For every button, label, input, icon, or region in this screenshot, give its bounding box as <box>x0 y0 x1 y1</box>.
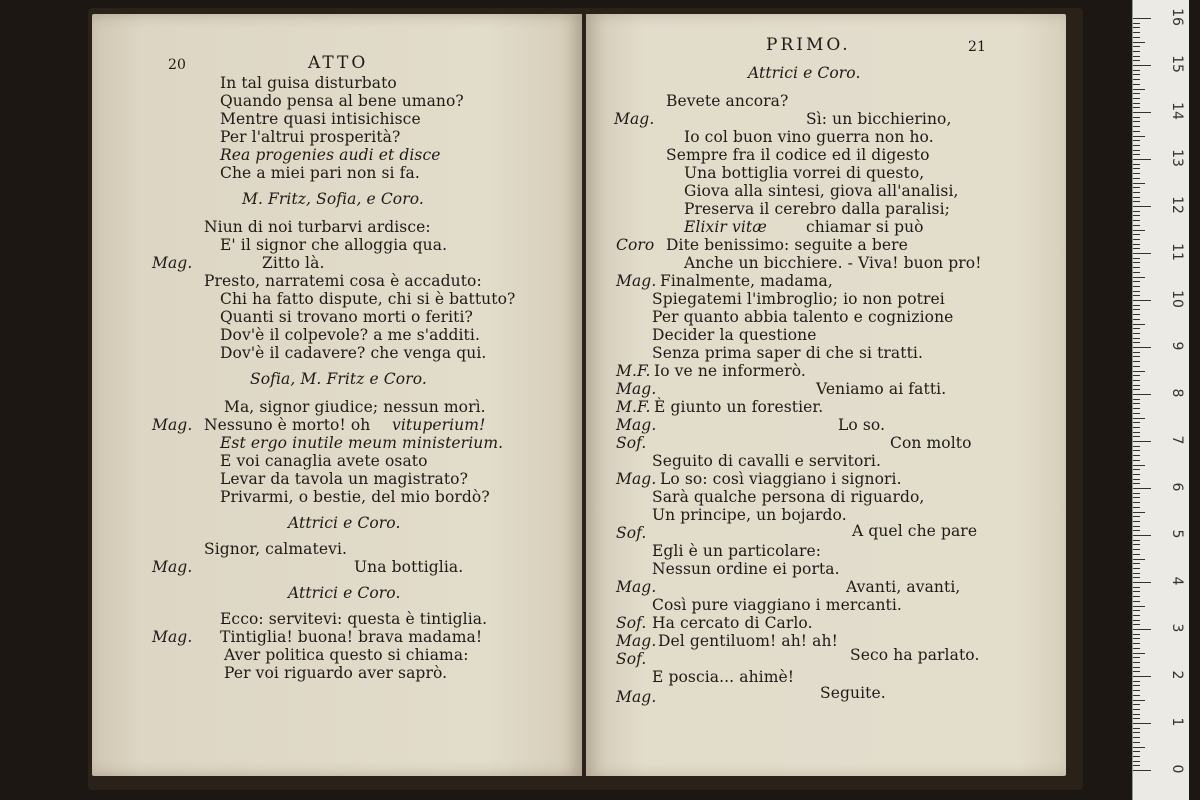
page-header: ATTO <box>308 53 369 73</box>
ruler-tick <box>1133 662 1140 663</box>
text-line: Avanti, avanti, <box>846 578 961 596</box>
ruler-tick <box>1133 319 1140 320</box>
text-line: Spiegatemi l'imbroglio; io non potrei <box>652 290 945 308</box>
ruler-tick <box>1133 408 1140 409</box>
ruler-tick <box>1133 671 1140 672</box>
ruler-tick <box>1133 277 1145 278</box>
ruler-tick <box>1133 695 1140 696</box>
ruler-tick <box>1133 403 1140 404</box>
text-line: È giunto un forestier. <box>654 398 824 416</box>
ruler-tick <box>1133 145 1140 146</box>
text-line: Est ergo inutile meum ministerium. <box>220 434 504 452</box>
ruler-tick <box>1133 375 1140 376</box>
ruler-tick <box>1133 328 1140 329</box>
stage-direction: Attrici e Coro. <box>288 584 401 602</box>
ruler-tick <box>1133 685 1140 686</box>
ruler-tick <box>1133 634 1140 635</box>
speaker-label: Mag. <box>616 470 657 488</box>
ruler-tick <box>1133 573 1140 574</box>
ruler-tick <box>1133 446 1140 447</box>
ruler-tick <box>1133 112 1151 113</box>
ruler-tick <box>1133 154 1140 155</box>
ruler-tick <box>1133 559 1145 560</box>
ruler-tick <box>1133 610 1140 611</box>
text-line: Lo so. <box>838 416 886 434</box>
speaker-label: Mag. <box>152 558 193 576</box>
ruler-tick <box>1133 267 1140 268</box>
ruler-tick <box>1133 380 1140 381</box>
ruler-tick <box>1133 732 1140 733</box>
ruler-label: 5 <box>1169 529 1185 539</box>
speaker-label: Mag. <box>152 416 193 434</box>
text-line: Una bottiglia vorrei di questo, <box>684 164 925 182</box>
ruler-tick <box>1133 526 1140 527</box>
ruler-tick <box>1133 168 1140 169</box>
ruler-tick <box>1133 23 1140 24</box>
speaker-label: Mag. <box>616 688 657 706</box>
stage-direction: M. Fritz, Sofia, e Coro. <box>242 190 424 208</box>
ruler-tick <box>1133 450 1140 451</box>
speaker-label: Sof. <box>616 614 647 632</box>
ruler-tick <box>1133 714 1140 715</box>
ruler-tick <box>1133 507 1140 508</box>
ruler-tick <box>1133 187 1140 188</box>
ruler-tick <box>1133 761 1140 762</box>
right-page <box>586 14 1066 776</box>
speaker-label: M.F. <box>616 398 651 416</box>
text-line: Signor, calmatevi. <box>204 540 348 558</box>
ruler-tick <box>1133 281 1140 282</box>
ruler-tick <box>1133 258 1140 259</box>
text-line: Dite benissimo: seguite a bere <box>666 236 908 254</box>
ruler-tick <box>1133 770 1151 771</box>
ruler-tick <box>1133 436 1140 437</box>
ruler-tick <box>1133 65 1151 66</box>
ruler-tick <box>1133 70 1140 71</box>
ruler-tick <box>1133 667 1140 668</box>
text-line: Tintiglia! buona! brava madama! <box>220 628 483 646</box>
page-number: 20 <box>168 57 187 73</box>
ruler-tick <box>1133 718 1140 719</box>
text-line: Quando pensa al bene umano? <box>220 92 464 110</box>
speaker-label: Sof. <box>616 650 647 668</box>
ruler-label: 0 <box>1169 764 1185 774</box>
ruler-tick <box>1133 653 1145 654</box>
text-line: Nessun ordine ei porta. <box>652 560 840 578</box>
speaker-label: Sof. <box>616 434 647 452</box>
ruler-tick <box>1133 371 1145 372</box>
ruler-tick <box>1133 385 1140 386</box>
text-line: E' il signor che alloggia qua. <box>220 236 448 254</box>
ruler-label: 10 <box>1169 290 1185 308</box>
ruler-tick <box>1133 248 1140 249</box>
text-line: A quel che pare <box>852 522 978 540</box>
text-line: Levar da tavola un magistrato? <box>220 470 468 488</box>
ruler-tick <box>1133 742 1140 743</box>
ruler-tick <box>1133 140 1140 141</box>
speaker-label: Sof. <box>616 524 647 542</box>
text-line: chiamar si può <box>806 218 924 236</box>
text-line: Seguite. <box>820 684 886 702</box>
ruler-tick <box>1133 342 1140 343</box>
text-line: Così pure viaggiano i mercanti. <box>652 596 902 614</box>
ruler-label: 2 <box>1169 670 1185 680</box>
ruler-tick <box>1133 309 1140 310</box>
ruler-tick <box>1133 638 1140 639</box>
ruler-tick <box>1133 272 1140 273</box>
ruler-tick <box>1133 479 1140 480</box>
ruler-tick <box>1133 620 1140 621</box>
text-line: Io col buon vino guerra non ho. <box>684 128 934 146</box>
text-line: Nessuno è morto! oh <box>204 416 371 434</box>
text-line: Chi ha fatto dispute, chi si è battuto? <box>220 290 516 308</box>
ruler-tick <box>1133 587 1140 588</box>
ruler-tick <box>1133 60 1140 61</box>
speaker-label: Mag. <box>616 416 657 434</box>
speaker-label: Coro <box>616 236 655 254</box>
ruler-tick <box>1133 455 1140 456</box>
text-line: E poscia... ahimè! <box>652 668 795 686</box>
ruler-tick <box>1133 554 1140 555</box>
text-line: Preserva il cerebro dalla paralisi; <box>684 200 950 218</box>
page-number: 21 <box>968 39 987 55</box>
ruler-tick <box>1133 103 1140 104</box>
ruler-tick <box>1133 606 1145 607</box>
ruler-tick <box>1133 747 1145 748</box>
ruler-tick <box>1133 648 1140 649</box>
ruler-tick <box>1133 389 1140 390</box>
speaker-label: Mag. <box>616 380 657 398</box>
ruler-label: 14 <box>1169 102 1185 120</box>
latin-phrase: Elixir vitæ <box>684 218 767 236</box>
ruler-tick <box>1133 32 1140 33</box>
ruler-tick <box>1133 84 1140 85</box>
ruler-tick <box>1133 107 1140 108</box>
ruler-tick <box>1133 629 1151 630</box>
ruler-tick <box>1133 56 1140 57</box>
ruler-tick <box>1133 89 1145 90</box>
ruler-tick <box>1133 159 1151 160</box>
ruler-tick <box>1133 502 1140 503</box>
ruler-tick <box>1133 234 1140 235</box>
ruler-label: 1 <box>1169 717 1185 727</box>
stage-direction: Sofia, M. Fritz e Coro. <box>250 370 427 388</box>
text-line: Ma, signor giudice; nessun morì. <box>224 398 486 416</box>
ruler-tick <box>1133 253 1151 254</box>
ruler-tick <box>1133 338 1140 339</box>
ruler-tick <box>1133 681 1140 682</box>
ruler-tick <box>1133 493 1140 494</box>
speaker-label: Mag. <box>616 272 657 290</box>
ruler-tick <box>1133 262 1140 263</box>
text-line: Aver politica questo si chiama: <box>224 646 469 664</box>
ruler-tick <box>1133 516 1140 517</box>
speaker-label: M.F. <box>616 362 651 380</box>
ruler-tick <box>1133 220 1140 221</box>
speaker-label: Mag. <box>614 110 655 128</box>
text-line: Rea progenies audi et disce <box>220 146 441 164</box>
text-line: Presto, narratemi cosa è accaduto: <box>204 272 482 290</box>
ruler-tick <box>1133 488 1151 489</box>
ruler-tick <box>1133 460 1140 461</box>
ruler-tick <box>1133 394 1151 395</box>
ruler-tick <box>1133 624 1140 625</box>
speaker-label: Mag. <box>152 254 193 272</box>
text-line: Per l'altrui prosperità? <box>220 128 401 146</box>
ruler-tick <box>1133 183 1145 184</box>
ruler-tick <box>1133 723 1151 724</box>
ruler-tick <box>1133 93 1140 94</box>
ruler-tick <box>1133 239 1140 240</box>
text-line: Sarà qualche persona di riguardo, <box>652 488 925 506</box>
ruler-tick <box>1133 582 1151 583</box>
ruler-tick <box>1133 737 1140 738</box>
ruler-tick <box>1133 18 1151 19</box>
ruler-tick <box>1133 206 1151 207</box>
speaker-label: Mag. <box>616 578 657 596</box>
latin-phrase: vituperium! <box>392 416 486 434</box>
ruler-tick <box>1133 549 1140 550</box>
ruler-tick <box>1133 469 1140 470</box>
ruler-tick <box>1133 751 1140 752</box>
ruler-tick <box>1133 150 1140 151</box>
ruler-label: 15 <box>1169 55 1185 73</box>
ruler-tick <box>1133 37 1140 38</box>
text-line: Con molto <box>890 434 972 452</box>
ruler-tick <box>1133 483 1140 484</box>
text-line: Anche un bicchiere. - Viva! buon pro! <box>684 254 982 272</box>
ruler-tick <box>1133 422 1140 423</box>
ruler-tick <box>1133 164 1140 165</box>
ruler-tick <box>1133 314 1140 315</box>
ruler-tick <box>1133 399 1140 400</box>
ruler-tick <box>1133 432 1140 433</box>
text-line: Ha cercato di Carlo. <box>652 614 813 632</box>
text-line: Mentre quasi intisichisce <box>220 110 421 128</box>
text-line: Una bottiglia. <box>354 558 464 576</box>
ruler-tick <box>1133 756 1140 757</box>
ruler-tick <box>1133 42 1145 43</box>
ruler-tick <box>1133 615 1140 616</box>
ruler-tick <box>1133 418 1145 419</box>
ruler-tick <box>1133 474 1140 475</box>
ruler-tick <box>1133 347 1151 348</box>
ruler-tick <box>1133 577 1140 578</box>
text-line: Un principe, un bojardo. <box>652 506 847 524</box>
ruler-tick <box>1133 709 1140 710</box>
ruler-tick <box>1133 333 1140 334</box>
ruler-tick <box>1133 700 1145 701</box>
text-line: Decider la questione <box>652 326 817 344</box>
ruler-tick <box>1133 178 1140 179</box>
text-line: E voi canaglia avete osato <box>220 452 428 470</box>
ruler-tick <box>1133 225 1140 226</box>
ruler-tick <box>1133 173 1140 174</box>
ruler-tick <box>1133 244 1140 245</box>
page-header: PRIMO. <box>766 35 851 55</box>
text-line: Giova alla sintesi, giova all'analisi, <box>684 182 959 200</box>
text-line: Seco ha parlato. <box>850 646 980 664</box>
ruler-tick <box>1133 497 1140 498</box>
ruler-tick <box>1133 136 1145 137</box>
ruler-tick <box>1133 512 1145 513</box>
ruler-tick <box>1133 192 1140 193</box>
ruler-tick <box>1133 427 1140 428</box>
ruler-tick <box>1133 601 1140 602</box>
text-line: Lo so: così viaggiano i signori. <box>660 470 902 488</box>
ruler-tick <box>1133 596 1140 597</box>
ruler-tick <box>1133 535 1151 536</box>
text-line: In tal guisa disturbato <box>220 74 397 92</box>
text-line: Sì: un bicchierino, <box>806 110 952 128</box>
ruler-label: 3 <box>1169 623 1185 633</box>
ruler-tick <box>1133 352 1140 353</box>
ruler-tick <box>1133 591 1140 592</box>
ruler-label: 12 <box>1169 196 1185 214</box>
ruler-tick <box>1133 540 1140 541</box>
measuring-ruler <box>1132 0 1189 800</box>
ruler-tick <box>1133 295 1140 296</box>
ruler-tick <box>1133 98 1140 99</box>
ruler-label: 11 <box>1169 243 1185 261</box>
ruler-tick <box>1133 465 1145 466</box>
ruler-label: 13 <box>1169 149 1185 167</box>
ruler-tick <box>1133 300 1151 301</box>
ruler-tick <box>1133 201 1140 202</box>
ruler-label: 7 <box>1169 435 1185 445</box>
ruler-tick <box>1133 51 1140 52</box>
text-line: Dov'è il cadavere? che venga qui. <box>220 344 487 362</box>
ruler-label: 16 <box>1169 8 1185 26</box>
ruler-tick <box>1133 568 1140 569</box>
ruler-tick <box>1133 361 1140 362</box>
text-line: Bevete ancora? <box>666 92 789 110</box>
ruler-tick <box>1133 413 1140 414</box>
ruler-tick <box>1133 74 1140 75</box>
text-line: Quanti si trovano morti o feriti? <box>220 308 473 326</box>
text-line: Sempre fra il codice ed il digesto <box>666 146 930 164</box>
text-line: Ecco: servitevi: questa è tintiglia. <box>220 610 488 628</box>
text-line: Zitto là. <box>262 254 325 272</box>
text-line: Niun di noi turbarvi ardisce: <box>204 218 431 236</box>
text-line: Per quanto abbia talento e cognizione <box>652 308 954 326</box>
left-page <box>92 14 582 776</box>
ruler-tick <box>1133 121 1140 122</box>
text-line: Senza prima saper di che si tratti. <box>652 344 924 362</box>
ruler-tick <box>1133 728 1140 729</box>
ruler-tick <box>1133 657 1140 658</box>
text-line: Privarmi, o bestie, del mio bordò? <box>220 488 490 506</box>
ruler-tick <box>1133 117 1140 118</box>
ruler-tick <box>1133 46 1140 47</box>
ruler-tick <box>1133 704 1140 705</box>
ruler-tick <box>1133 211 1140 212</box>
ruler-tick <box>1133 230 1145 231</box>
ruler-tick <box>1133 690 1140 691</box>
ruler-tick <box>1133 356 1140 357</box>
ruler-tick <box>1133 305 1140 306</box>
ruler-tick <box>1133 197 1140 198</box>
ruler-tick <box>1133 530 1140 531</box>
text-line: Seguito di cavalli e servitori. <box>652 452 881 470</box>
stage-direction: Attrici e Coro. <box>288 514 401 532</box>
ruler-label: 4 <box>1169 576 1185 586</box>
text-line: Del gentiluom! ah! ah! <box>658 632 838 650</box>
ruler-tick <box>1133 27 1140 28</box>
ruler-tick <box>1133 544 1140 545</box>
ruler-tick <box>1133 676 1151 677</box>
text-line: Dov'è il colpevole? a me s'additi. <box>220 326 480 344</box>
ruler-tick <box>1133 765 1140 766</box>
ruler-tick <box>1133 324 1145 325</box>
ruler-tick <box>1133 441 1151 442</box>
ruler-tick <box>1133 291 1140 292</box>
ruler-tick <box>1133 131 1140 132</box>
text-line: Per voi riguardo aver saprò. <box>224 664 448 682</box>
ruler-tick <box>1133 643 1140 644</box>
text-line: Finalmente, madama, <box>660 272 833 290</box>
ruler-tick <box>1133 215 1140 216</box>
stage-direction: Attrici e Coro. <box>748 64 861 82</box>
ruler-tick <box>1133 563 1140 564</box>
ruler-tick <box>1133 79 1140 80</box>
speaker-label: Mag. <box>616 632 657 650</box>
text-line: Veniamo ai fatti. <box>816 380 947 398</box>
ruler-label: 8 <box>1169 388 1185 398</box>
ruler-label: 9 <box>1169 341 1185 351</box>
ruler-tick <box>1133 286 1140 287</box>
ruler-label: 6 <box>1169 482 1185 492</box>
ruler-tick <box>1133 126 1140 127</box>
ruler-tick <box>1133 521 1140 522</box>
text-line: Io ve ne informerò. <box>654 362 806 380</box>
speaker-label: Mag. <box>152 628 193 646</box>
text-line: Che a miei pari non si fa. <box>220 164 420 182</box>
ruler-tick <box>1133 366 1140 367</box>
text-line: Egli è un particolare: <box>652 542 822 560</box>
